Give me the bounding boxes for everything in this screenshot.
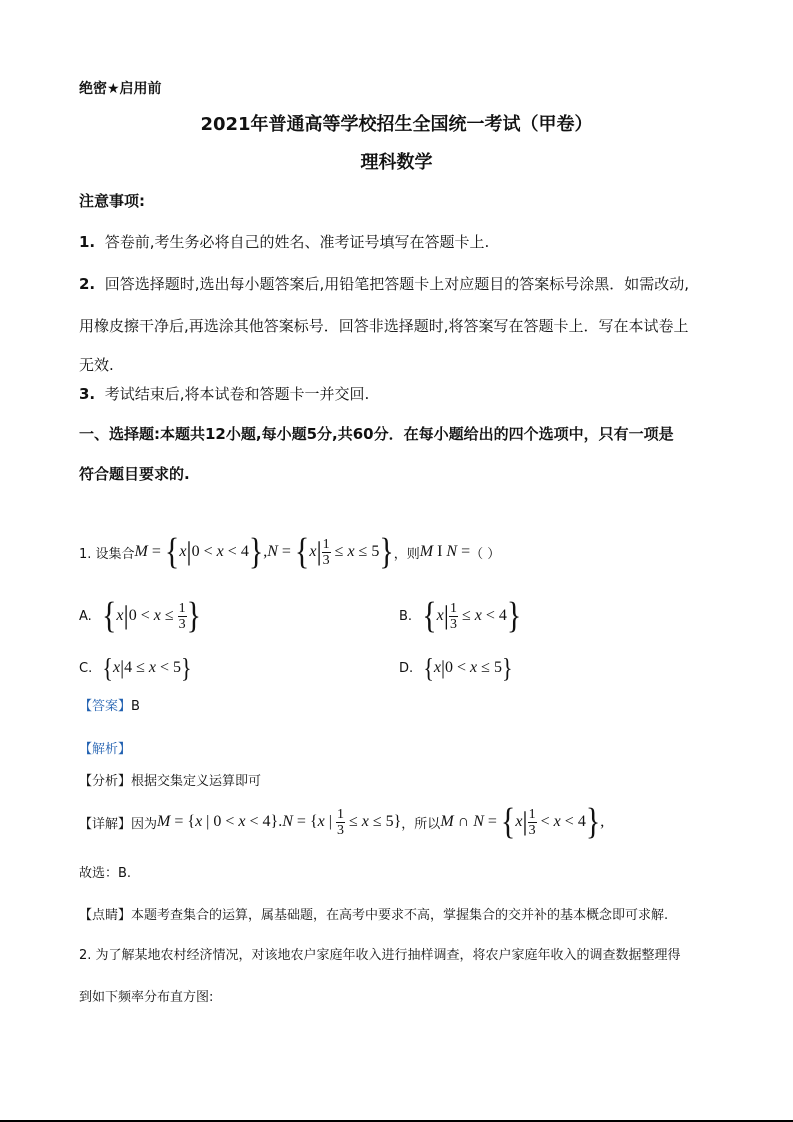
bar-icon: | <box>316 537 322 566</box>
notice-item-2-line3: 无效. <box>79 356 114 374</box>
left-brace-icon: { <box>422 594 437 636</box>
intersect-symbol: I <box>437 543 443 560</box>
answer-label: 【答案】 <box>79 699 132 714</box>
exam-subtitle: 理科数学 <box>360 152 433 173</box>
section-text: 小题,每小题 <box>225 425 307 443</box>
notice-item-number: 2. <box>79 275 96 293</box>
section-text: 分,共 <box>317 425 353 443</box>
option-label: A. <box>79 608 92 624</box>
analysis-label: 【解析】 <box>79 742 132 757</box>
math-symbol: = <box>151 543 161 560</box>
right-brace-icon: } <box>501 651 513 683</box>
left-brace-icon: { <box>101 594 117 636</box>
math-symbol: < <box>227 543 237 560</box>
notice-item-3 <box>79 383 369 404</box>
fraction-one-third: $\frac{1}{3}$ <box>322 536 330 568</box>
right-brace-icon: } <box>379 530 394 572</box>
fraction-one-third: $\frac{1}{3}$ <box>528 806 536 838</box>
left-brace-icon: { <box>500 800 516 842</box>
option-label: B. <box>399 608 413 624</box>
question-1-prefix: 1. 设集合 <box>79 546 135 562</box>
notice-item-2 <box>79 273 689 294</box>
analysis-detail: 【详解】因为 M = { x | 0 < x < 4 }. N = { x | $\frac{1}{3}$ ≤ x ≤ 5 } ，所以 M ∩ N = { x | $\frac{1}{3}$ < x < 4 } , <box>79 800 605 842</box>
answer-blank: （ ） <box>470 546 501 562</box>
right-brace-icon: } <box>248 530 264 572</box>
left-brace-icon: { <box>294 530 310 572</box>
math-symbol: x <box>347 543 355 560</box>
exam-title: 2021年普通高等学校招生全国统一考试（甲卷） <box>200 114 593 135</box>
section-points: 5 <box>306 425 318 443</box>
left-brace-icon: { <box>102 651 113 683</box>
math-symbol: x <box>216 543 224 560</box>
bar-icon: | <box>120 657 125 679</box>
option-label: D. <box>399 660 414 676</box>
question-1-stem <box>79 530 500 574</box>
math-symbol: x <box>179 543 187 560</box>
option-a[interactable]: A. { x | 0 < x ≤ $\frac{1}{3}$ } <box>79 594 202 636</box>
option-label: C. <box>79 660 93 676</box>
answer-line <box>79 695 140 714</box>
answer-value: B <box>131 699 140 714</box>
question-1-then: ，则 <box>393 546 420 562</box>
notice-item-2-line2: 用橡皮擦干净后,再选涂其他答案标号．回答非选择题时,将答案写在答题卡上．写在本试卷上 <box>79 317 689 335</box>
math-symbol: M <box>134 543 148 560</box>
fraction-one-third: $\frac{1}{3}$ <box>336 806 344 838</box>
bar-icon: | <box>186 537 192 566</box>
math-symbol: N <box>267 543 278 560</box>
math-symbol: = <box>461 543 471 560</box>
question-2-line1: 2. 为了解某地农村经济情况，对该地农户家庭年收入进行抽样调查，将农户家庭年收入的调查数据整理得 <box>79 948 681 963</box>
math-symbol: x <box>309 543 317 560</box>
section-total: 60 <box>352 425 374 443</box>
math-symbol: < <box>203 543 213 560</box>
math-symbol: 4 <box>240 543 249 560</box>
section-heading-line2: 符合题目要求的. <box>79 465 190 483</box>
math-symbol: , <box>263 543 268 560</box>
secret-label: 绝密★启用前 <box>79 81 162 97</box>
option-b[interactable]: B. { x | $\frac{1}{3}$ ≤ x < 4 } <box>399 594 522 636</box>
notice-item-text: 考试结束后,将本试卷和答题卡一并交回. <box>104 385 370 403</box>
bar-icon: | <box>443 601 449 630</box>
bar-icon: | <box>522 807 528 836</box>
left-brace-icon: { <box>164 530 180 572</box>
analysis-guxuan: 故选：B. <box>79 866 132 881</box>
math-symbol: = <box>281 543 291 560</box>
math-symbol: N <box>446 543 458 560</box>
right-brace-icon: } <box>181 651 192 683</box>
notice-item-text: 答卷前,考生务必将自己的姓名、准考证号填写在答题卡上. <box>104 233 490 251</box>
right-brace-icon: } <box>506 594 522 636</box>
detail-suoyi: ，所以 <box>401 816 441 832</box>
fraction-one-third: $\frac{1}{3}$ <box>449 600 457 632</box>
analysis-dianjing: 【点睛】本题考查集合的运算，属基础题，在高考中要求不高，掌握集合的交并补的基本概念即可求解. <box>79 908 669 923</box>
section-heading <box>79 423 674 444</box>
section-text: 分．在每小题给出的四个选项中，只有一项是 <box>373 425 674 443</box>
math-symbol: ≤ <box>334 543 344 560</box>
intersect-symbol: ∩ <box>457 813 470 830</box>
right-brace-icon: } <box>585 800 601 842</box>
fraction-one-third: $\frac{1}{3}$ <box>178 600 186 632</box>
math-symbol: ≤ <box>358 543 368 560</box>
bar-icon: | <box>123 601 129 630</box>
notice-item-number: 1. <box>79 233 96 251</box>
section-count: 12 <box>205 425 226 443</box>
bar-icon: | <box>441 657 446 679</box>
section-text: 一、选择题:本题共 <box>79 425 205 443</box>
notice-heading: 注意事项: <box>79 192 145 210</box>
right-brace-icon: } <box>186 594 202 636</box>
detail-label: 【详解】因为 <box>79 816 158 832</box>
option-c[interactable]: C. { x | 4 ≤ x < 5 } <box>79 651 192 685</box>
left-brace-icon: { <box>423 651 434 683</box>
math-symbol: 5 <box>371 543 380 560</box>
notice-item-text: 回答选择题时,选出每小题答案后,用铅笔把答题卡上对应题目的答案标号涂黑．如需改动, <box>104 275 689 293</box>
notice-item-1 <box>79 231 489 252</box>
math-symbol: 0 <box>191 543 200 560</box>
notice-item-number: 3. <box>79 385 96 403</box>
analysis-fenxi: 【分析】根据交集定义运算即可 <box>79 774 262 789</box>
math-symbol: M <box>419 543 434 560</box>
option-d[interactable]: D. { x | 0 < x ≤ 5 } <box>399 651 513 685</box>
question-2-line2: 到如下频率分布直方图: <box>79 990 214 1005</box>
